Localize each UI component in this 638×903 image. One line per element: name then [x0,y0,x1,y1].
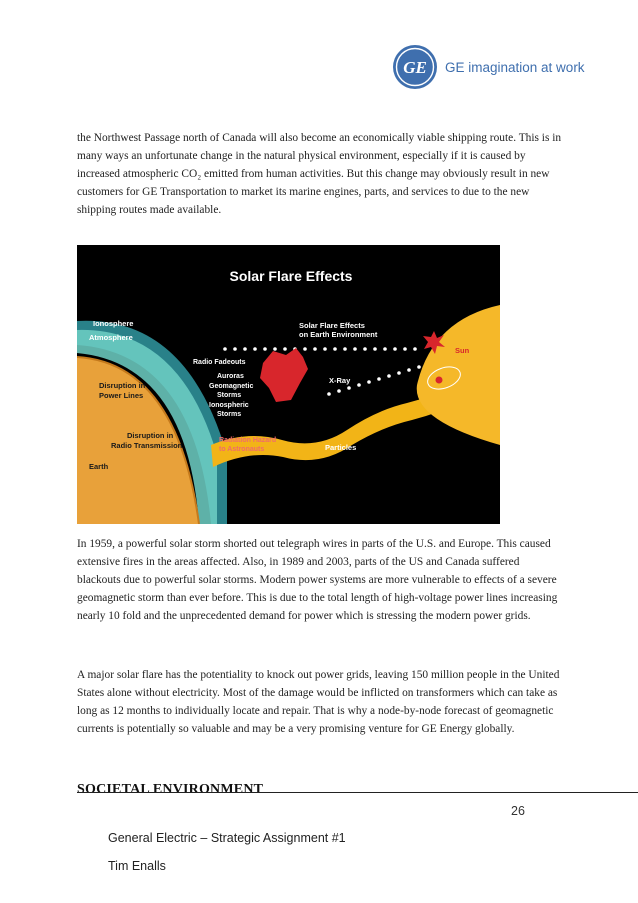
ge-monogram-logo [392,44,438,90]
label-atmosphere: Atmosphere [89,333,133,342]
label-geomagnetic-1: Geomagnetic [209,383,254,390]
label-xray: X-Ray [329,376,351,385]
page-number: 26 [511,804,525,818]
label-particles: Particles [325,443,357,452]
footer-divider [77,792,638,793]
label-flare-effects-1: Solar Flare Effects [299,321,365,330]
body-paragraph-3: A major solar flare has the potentiality to knock out power grids, leaving 150 million people in the United States alone without electricity. Most of the damage would be inflicted on transformers which can take as long as 12 months to individually locate and repair. That is why a node-by-node forecast of geomagnetic currents is potentially so valuable and may be a very promising venture for GE Energy globally. [77,669,560,735]
label-ionospheric-1: Ionospheric [209,402,249,409]
label-disruption-radio-1: Disruption in [127,431,174,440]
label-radiation-2: to Astronauts [219,446,265,453]
solar-flare-source [436,377,443,384]
logo-monogram-text: GE [403,58,427,77]
footer-course-title: General Electric – Strategic Assignment #1 [108,831,346,845]
label-earth: Earth [89,462,109,471]
label-sun: Sun [455,346,470,355]
brand-tagline: GE imagination at work [445,59,585,75]
label-disruption-radio-2: Radio Transmission [111,441,183,450]
label-ionospheric-2: Storms [217,411,242,418]
figure-title: Solar Flare Effects [229,268,353,284]
body-paragraph-1: the Northwest Passage north of Canada will also become an economically viable shipping route. This is in many ways an unfortunate change in the natural physical environment, especially if it is caused by increased atmospheric CO₂ emitted from human activities. But this change may obviously result in new customers for GE Transportation to market its marine engines, parts, and services to due to the new shipping routes made available. [77,132,562,216]
label-flare-effects-2: on Earth Environment [299,330,378,339]
ge-logo-block [392,42,585,92]
body-paragraph-2: In 1959, a powerful solar storm shorted out telegraph wires in parts of the U.S. and Europe. This caused extensive fires in the areas affected. Also, in 1989 and 2003, parts of the US and Canada suffered blackouts due to powerful solar storms. Modern power systems are more vulnerable to effects of a severe geomagnetic storm than ever before. This is due to the total length of high-voltage power lines increasing nearly 10 fold and the unprecedented demand for power which is stressing the modern power grids. [77,538,558,622]
solar-flare-figure [77,245,500,524]
footer-author: Tim Enalls [108,859,166,873]
label-ionosphere: Ionosphere [93,319,134,328]
label-radio-fadeouts: Radio Fadeouts [193,359,246,366]
label-geomagnetic-2: Storms [217,392,242,399]
label-disruption-power-1: Disruption in [99,381,146,390]
label-auroras: Auroras [217,373,244,380]
section-heading: SOCIETAL ENVIRONMENT [77,782,264,797]
label-radiation-1: Radiation Hazard [219,437,277,444]
label-disruption-power-2: Power Lines [99,391,144,400]
solar-flare-diagram [77,245,500,524]
